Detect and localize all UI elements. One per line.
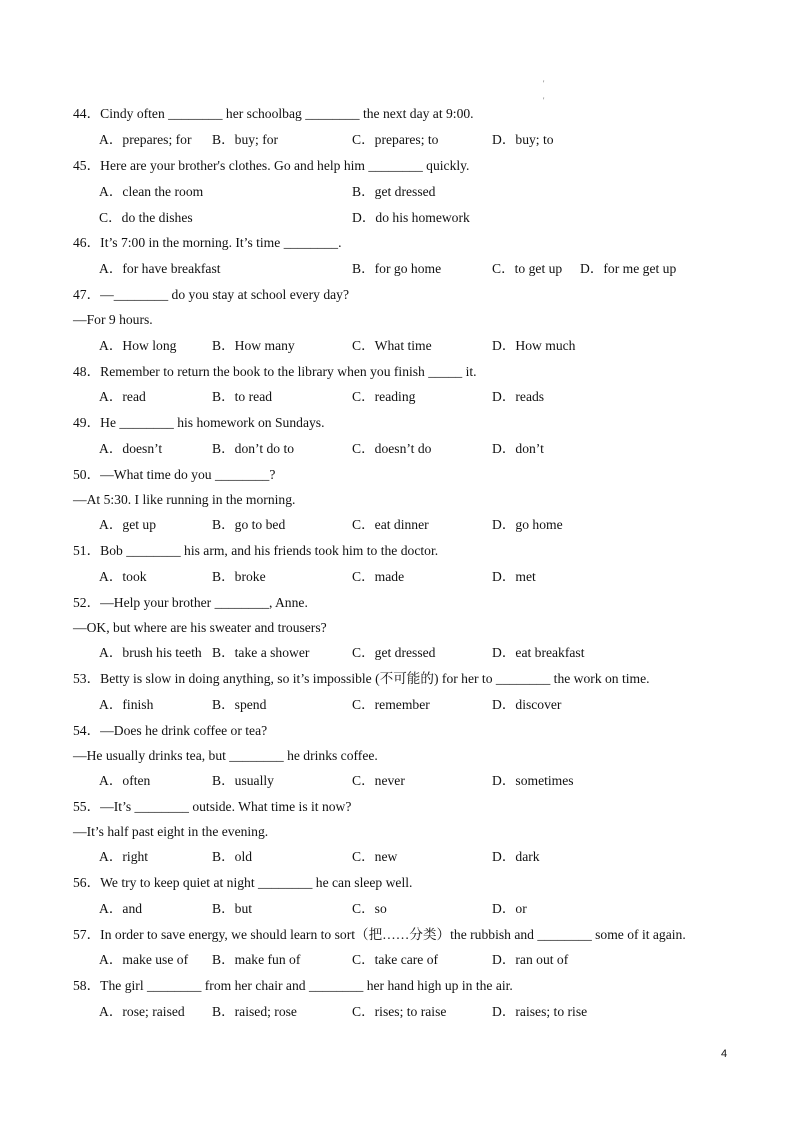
option-b: B．but [212,901,253,916]
option-c: C．prepares; to [352,132,439,147]
question-44-options [0,130,800,150]
question-58-options [0,1002,800,1022]
option-a: A．read [99,389,146,404]
option-c: C．doesn’t do [352,441,432,456]
question-49-stem: 49．He ________ his homework on Sundays. [73,415,325,430]
option-b: B．make fun of [212,952,301,967]
option-d: D．eat breakfast [492,645,585,660]
option-c: C．made [352,569,405,584]
option-b: B．old [212,849,253,864]
question-48-options [0,387,800,407]
option-d: D．go home [492,517,563,532]
question-52-options [0,643,800,663]
decorative-tick-mark: ' [543,96,545,105]
question-49-options [0,439,800,459]
question-57-options [0,950,800,970]
option-a: A．finish [99,697,154,712]
option-c: C．new [352,849,398,864]
question-53-options [0,695,800,715]
option-a: A．rose; raised [99,1004,185,1019]
option-b: B．to read [212,389,273,404]
question-46-stem: 46．It’s 7:00 in the morning. It’s time ________. [73,235,342,250]
option-c: C．to get up [492,261,563,276]
option-a: A．doesn’t [99,441,163,456]
option-d: D．met [492,569,536,584]
option-d: D．reads [492,389,545,404]
option-d: D．buy; to [492,132,554,147]
question-54-stem: 54．—Does he drink coffee or tea? [73,723,268,738]
option-c: C．never [352,773,405,788]
option-b: B．broke [212,569,266,584]
question-45-options-row2 [0,208,800,228]
option-d: D．or [492,901,527,916]
page-number: 4 [721,1048,728,1060]
option-b: B．raised; rose [212,1004,297,1019]
question-53-stem: 53．Betty is slow in doing anything, so it’s impossible (不可能的) for her to ________ the work on time. [73,671,650,686]
option-d: D．for me get up [580,261,677,276]
option-b: B．How many [212,338,295,353]
question-47-dialogue: —For 9 hours. [73,312,153,327]
option-c: C．eat dinner [352,517,429,532]
option-a: A．and [99,901,143,916]
option-a: A．took [99,569,147,584]
option-a: A．brush his teeth [99,645,202,660]
option-d: D．sometimes [492,773,574,788]
question-54-options [0,771,800,791]
question-56-stem: 56．We try to keep quiet at night ________ he can sleep well. [73,875,413,890]
question-55-stem: 55．—It’s ________ outside. What time is it now? [73,799,352,814]
option-d: D．discover [492,697,562,712]
option-d: D．dark [492,849,540,864]
option-a: A．make use of [99,952,189,967]
option-a: A．How long [99,338,177,353]
question-55-dialogue: —It’s half past eight in the evening. [73,824,269,839]
option-c: C．do the dishes [99,210,193,225]
option-b: B．buy; for [212,132,279,147]
option-d: D．How much [492,338,576,353]
option-c: C．get dressed [352,645,436,660]
question-54-dialogue: —He usually drinks tea, but ________ he drinks coffee. [73,748,378,763]
option-a: A．often [99,773,151,788]
question-51-options [0,567,800,587]
option-a: A．prepares; for [99,132,192,147]
question-44-stem: 44．Cindy often ________ her schoolbag ________ the next day at 9:00. [73,106,474,121]
option-d: D．don’t [492,441,544,456]
option-d: D．ran out of [492,952,569,967]
question-57-stem: 57．In order to save energy, we should learn to sort（把……分类）the rubbish and ________ some of it again. [73,927,686,942]
decorative-tick-mark: ' [543,79,545,88]
option-b: B．take a shower [212,645,310,660]
option-d: D．do his homework [352,210,470,225]
question-52-stem: 52．—Help your brother ________, Anne. [73,595,308,610]
question-46-options [0,259,800,279]
question-56-options [0,899,800,919]
option-a: A．for have breakfast [99,261,221,276]
question-50-stem: 50．—What time do you ________? [73,467,276,482]
question-47-options [0,336,800,356]
option-c: C．so [352,901,387,916]
option-a: A．get up [99,517,157,532]
question-50-dialogue: —At 5:30. I like running in the morning. [73,492,296,507]
question-45-options-row1 [0,182,800,202]
question-55-options [0,847,800,867]
option-a: A．clean the room [99,184,204,199]
option-c: C．reading [352,389,416,404]
option-c: C．remember [352,697,430,712]
option-c: C．What time [352,338,432,353]
question-48-stem: 48．Remember to return the book to the library when you finish _____ it. [73,364,477,379]
question-45-stem: 45．Here are your brother's clothes. Go and help him ________ quickly. [73,158,470,173]
question-50-options [0,515,800,535]
option-b: B．go to bed [212,517,286,532]
option-b: B．get dressed [352,184,436,199]
option-c: C．take care of [352,952,439,967]
option-b: B．spend [212,697,267,712]
option-d: D．raises; to rise [492,1004,588,1019]
question-52-dialogue: —OK, but where are his sweater and trousers? [73,620,327,635]
option-c: C．rises; to raise [352,1004,447,1019]
question-51-stem: 51．Bob ________ his arm, and his friends took him to the doctor. [73,543,439,558]
option-b: B．for go home [352,261,442,276]
option-a: A．right [99,849,149,864]
question-47-stem: 47．—________ do you stay at school every day? [73,287,349,302]
option-b: B．usually [212,773,274,788]
question-58-stem: 58．The girl ________ from her chair and ________ her hand high up in the air. [73,978,513,993]
option-b: B．don’t do to [212,441,295,456]
